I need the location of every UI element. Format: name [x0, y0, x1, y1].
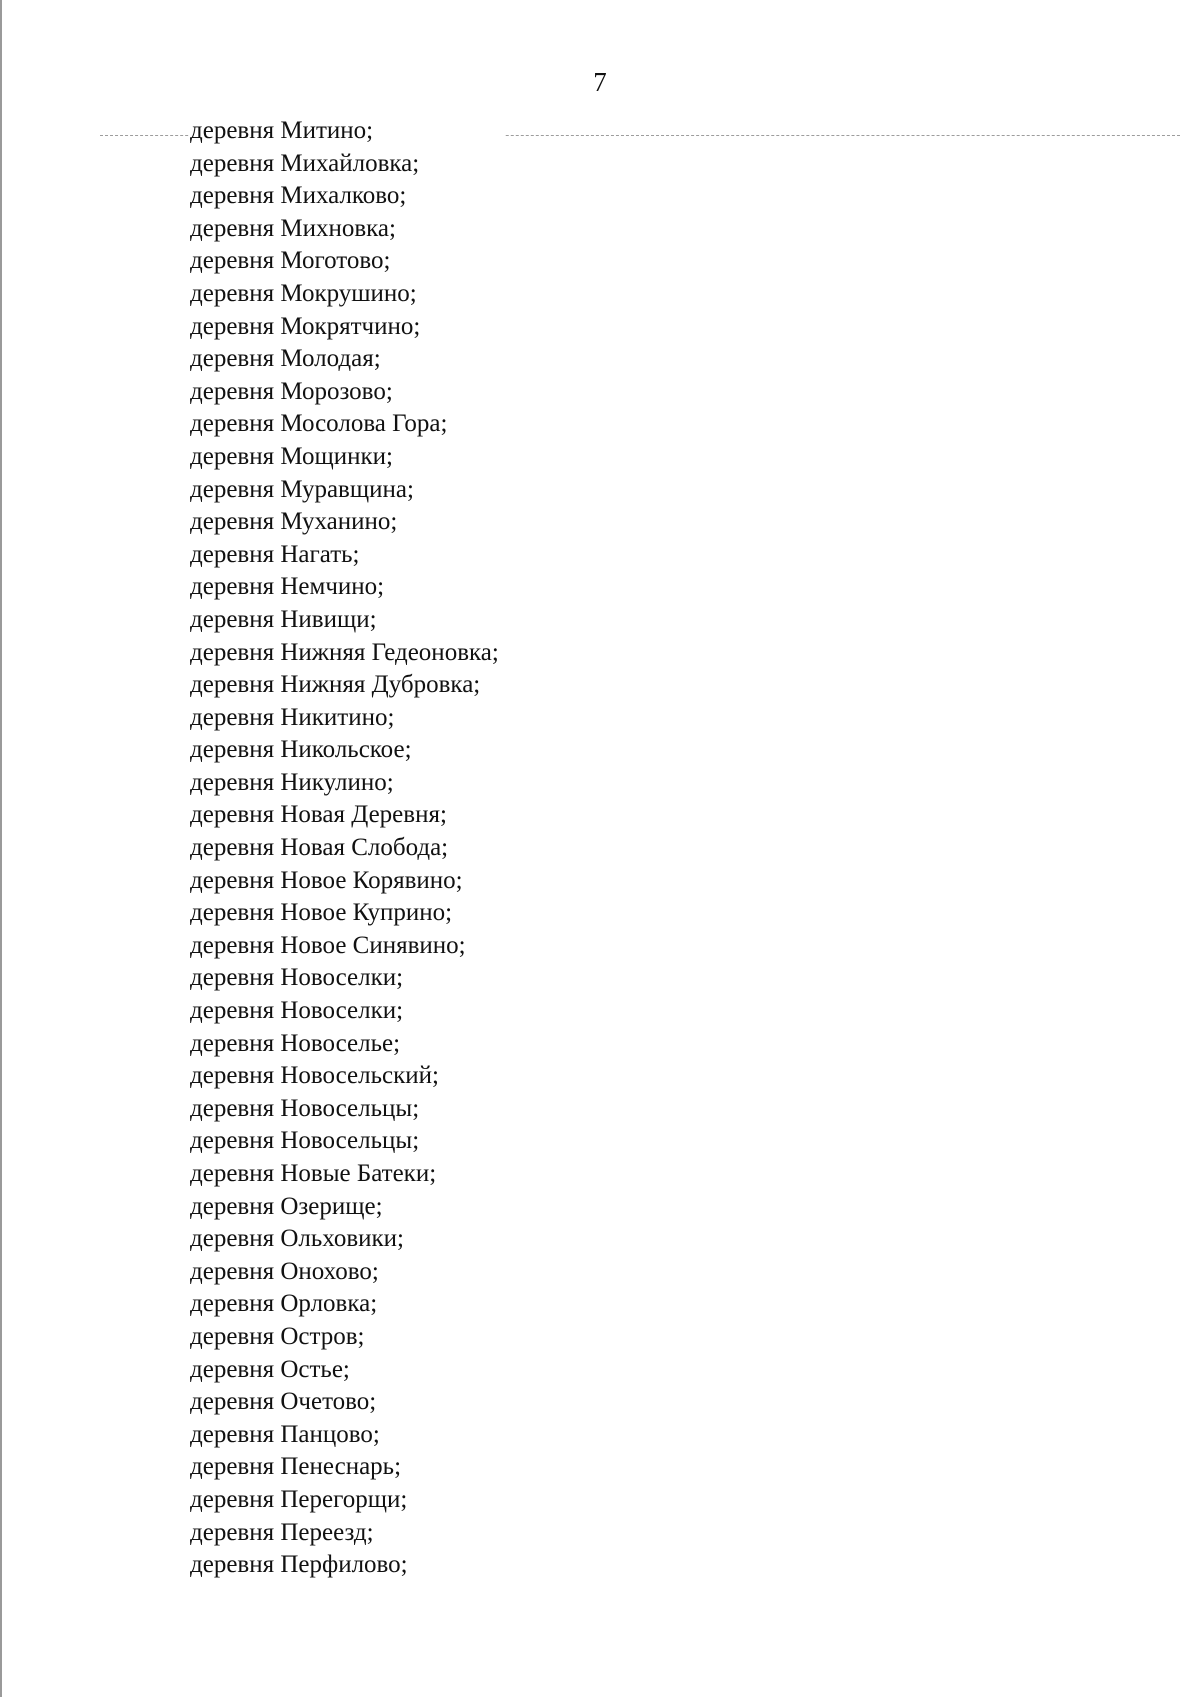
village-list-item: деревня Муравщина; — [190, 474, 505, 507]
village-list-item: деревня Морозово; — [190, 376, 505, 409]
village-list-item: деревня Митино; — [190, 115, 505, 148]
village-list-item: деревня Мокрятчино; — [190, 311, 505, 344]
village-list-item: деревня Мосолова Гора; — [190, 408, 505, 441]
village-list-item: деревня Моготово; — [190, 245, 505, 278]
village-list-item: деревня Михалково; — [190, 180, 505, 213]
village-list-item: деревня Михновка; — [190, 213, 505, 246]
village-list-item: деревня Новое Куприно; — [190, 897, 505, 930]
village-list-item: деревня Нижняя Дубровка; — [190, 669, 505, 702]
page-number: 7 — [593, 67, 607, 97]
village-list-item: деревня Новосельцы; — [190, 1125, 505, 1158]
village-list-item: деревня Орловка; — [190, 1288, 505, 1321]
village-list-item: деревня Немчино; — [190, 571, 505, 604]
village-list-item: деревня Мокрушино; — [190, 278, 505, 311]
village-list-item: деревня Новое Корявино; — [190, 865, 505, 898]
village-list-item: деревня Остье; — [190, 1354, 505, 1387]
village-list-item: деревня Онохово; — [190, 1256, 505, 1289]
village-list-item: деревня Новое Синявино; — [190, 930, 505, 963]
scan-left-edge — [0, 0, 2, 1697]
village-list-item: деревня Никулино; — [190, 767, 505, 800]
village-list-item: деревня Новоселки; — [190, 962, 505, 995]
village-list-item: деревня Мощинки; — [190, 441, 505, 474]
village-list-item: деревня Новоселье; — [190, 1028, 505, 1061]
village-list-item: деревня Нижняя Гедеоновка; — [190, 637, 505, 670]
village-list-item: деревня Остров; — [190, 1321, 505, 1354]
village-list-item: деревня Муханино; — [190, 506, 505, 539]
village-list-item: деревня Панцово; — [190, 1419, 505, 1452]
village-list-item: деревня Перегорщи; — [190, 1484, 505, 1517]
village-list-item: деревня Никольское; — [190, 734, 505, 767]
village-list-item: деревня Ольховики; — [190, 1223, 505, 1256]
village-list-item: деревня Михайловка; — [190, 148, 505, 181]
village-list-item: деревня Молодая; — [190, 343, 505, 376]
village-list-item: деревня Новая Деревня; — [190, 799, 505, 832]
village-list — [190, 115, 505, 1582]
village-list-item: деревня Нивищи; — [190, 604, 505, 637]
village-list-item: деревня Перфилово; — [190, 1549, 505, 1582]
village-list-item: деревня Новосельцы; — [190, 1093, 505, 1126]
village-list-item: деревня Новоселки; — [190, 995, 505, 1028]
village-list-item: деревня Переезд; — [190, 1517, 505, 1550]
village-list-item: деревня Нагать; — [190, 539, 505, 572]
village-list-item: деревня Очетово; — [190, 1386, 505, 1419]
village-list-item: деревня Никитино; — [190, 702, 505, 735]
village-list-item: деревня Новые Батеки; — [190, 1158, 505, 1191]
village-list-item: деревня Новая Слобода; — [190, 832, 505, 865]
village-list-item: деревня Озерище; — [190, 1191, 505, 1224]
village-list-item: деревня Новосельский; — [190, 1060, 505, 1093]
village-list-item: деревня Пенеснарь; — [190, 1451, 505, 1484]
